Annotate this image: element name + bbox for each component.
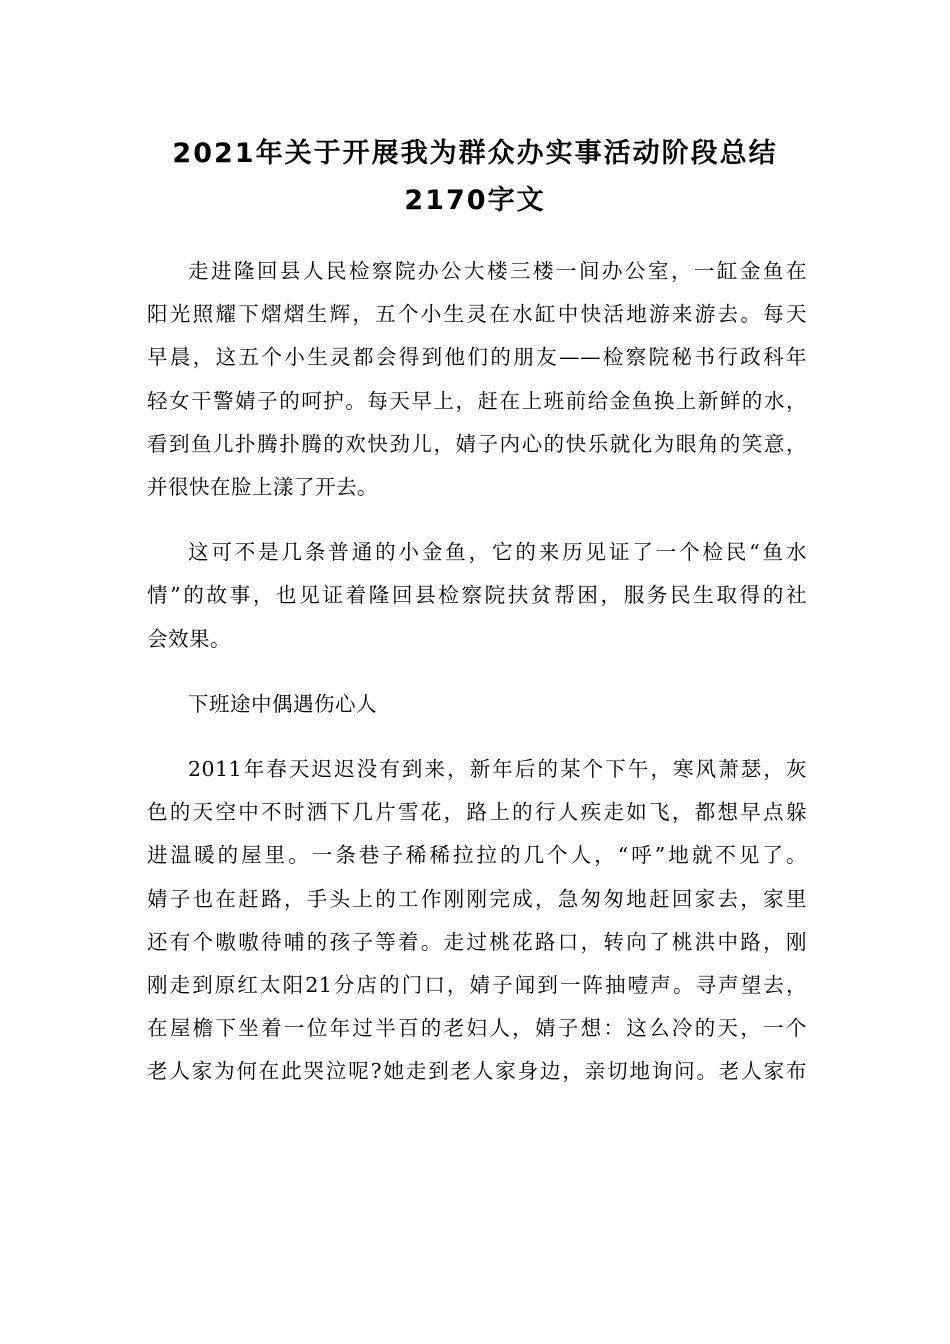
text-line: 下班途中偶遇伤心人 <box>188 691 377 716</box>
text-line: 走进隆回县人民检察院办公大楼三楼一间办公室，一缸金鱼在 <box>188 259 807 283</box>
text-line: 2011年春天迟迟没有到来，新年后的某个下午，寒风萧瑟，灰 <box>188 757 807 782</box>
text-line: 会效果。 <box>147 626 231 651</box>
document-body <box>147 250 807 1116</box>
section-heading <box>147 683 807 726</box>
text-line: 并很快在脸上漾了开去。 <box>147 475 378 500</box>
text-line: 进温暖的屋里。一条巷子稀稀拉拉的几个人，“呼”地就不见了。 <box>147 843 807 868</box>
text-line: 看到鱼儿扑腾扑腾的欢快劲儿，婧子内心的快乐就化为眼角的笑意， <box>147 431 807 456</box>
text-line: 老人家为何在此哭泣呢?她走到老人家身边，亲切地询问。老人家布 <box>147 1059 807 1084</box>
document-title-line-1: 2021年关于开展我为群众办实事活动阶段总结 <box>172 138 778 169</box>
text-line: 情”的故事，也见证着隆回县检察院扶贫帮困，服务民生取得的社 <box>147 583 807 608</box>
text-line: 阳光照耀下熠熠生辉，五个小生灵在水缸中快活地游来游去。每天 <box>147 302 807 327</box>
text-line: 这可不是几条普通的小金鱼，它的来历见证了一个检民“鱼水 <box>188 540 807 565</box>
text-line: 刚走到原红太阳21分店的门口，婧子闻到一阵抽噎声。寻声望去， <box>147 973 807 998</box>
paragraph-2 <box>147 531 807 661</box>
document-title-line-2: 2170字文 <box>404 185 546 216</box>
text-line: 色的天空中不时洒下几片雪花，路上的行人疾走如飞，都想早点躲 <box>147 800 807 825</box>
text-line: 早晨，这五个小生灵都会得到他们的朋友——检察院秘书行政科年 <box>147 345 807 370</box>
paragraph-4 <box>147 748 807 1094</box>
text-line: 婧子也在赶路，手头上的工作刚刚完成，急匆匆地赶回家去，家里 <box>147 886 807 911</box>
paragraph-1 <box>147 250 807 509</box>
text-line: 轻女干警婧子的呵护。每天早上，赶在上班前给金鱼换上新鲜的水， <box>147 388 807 413</box>
text-line: 还有个嗷嗷待哺的孩子等着。走过桃花路口，转向了桃洪中路，刚 <box>147 929 807 954</box>
text-line: 在屋檐下坐着一位年过半百的老妇人，婧子想：这么冷的天，一个 <box>147 1016 807 1041</box>
